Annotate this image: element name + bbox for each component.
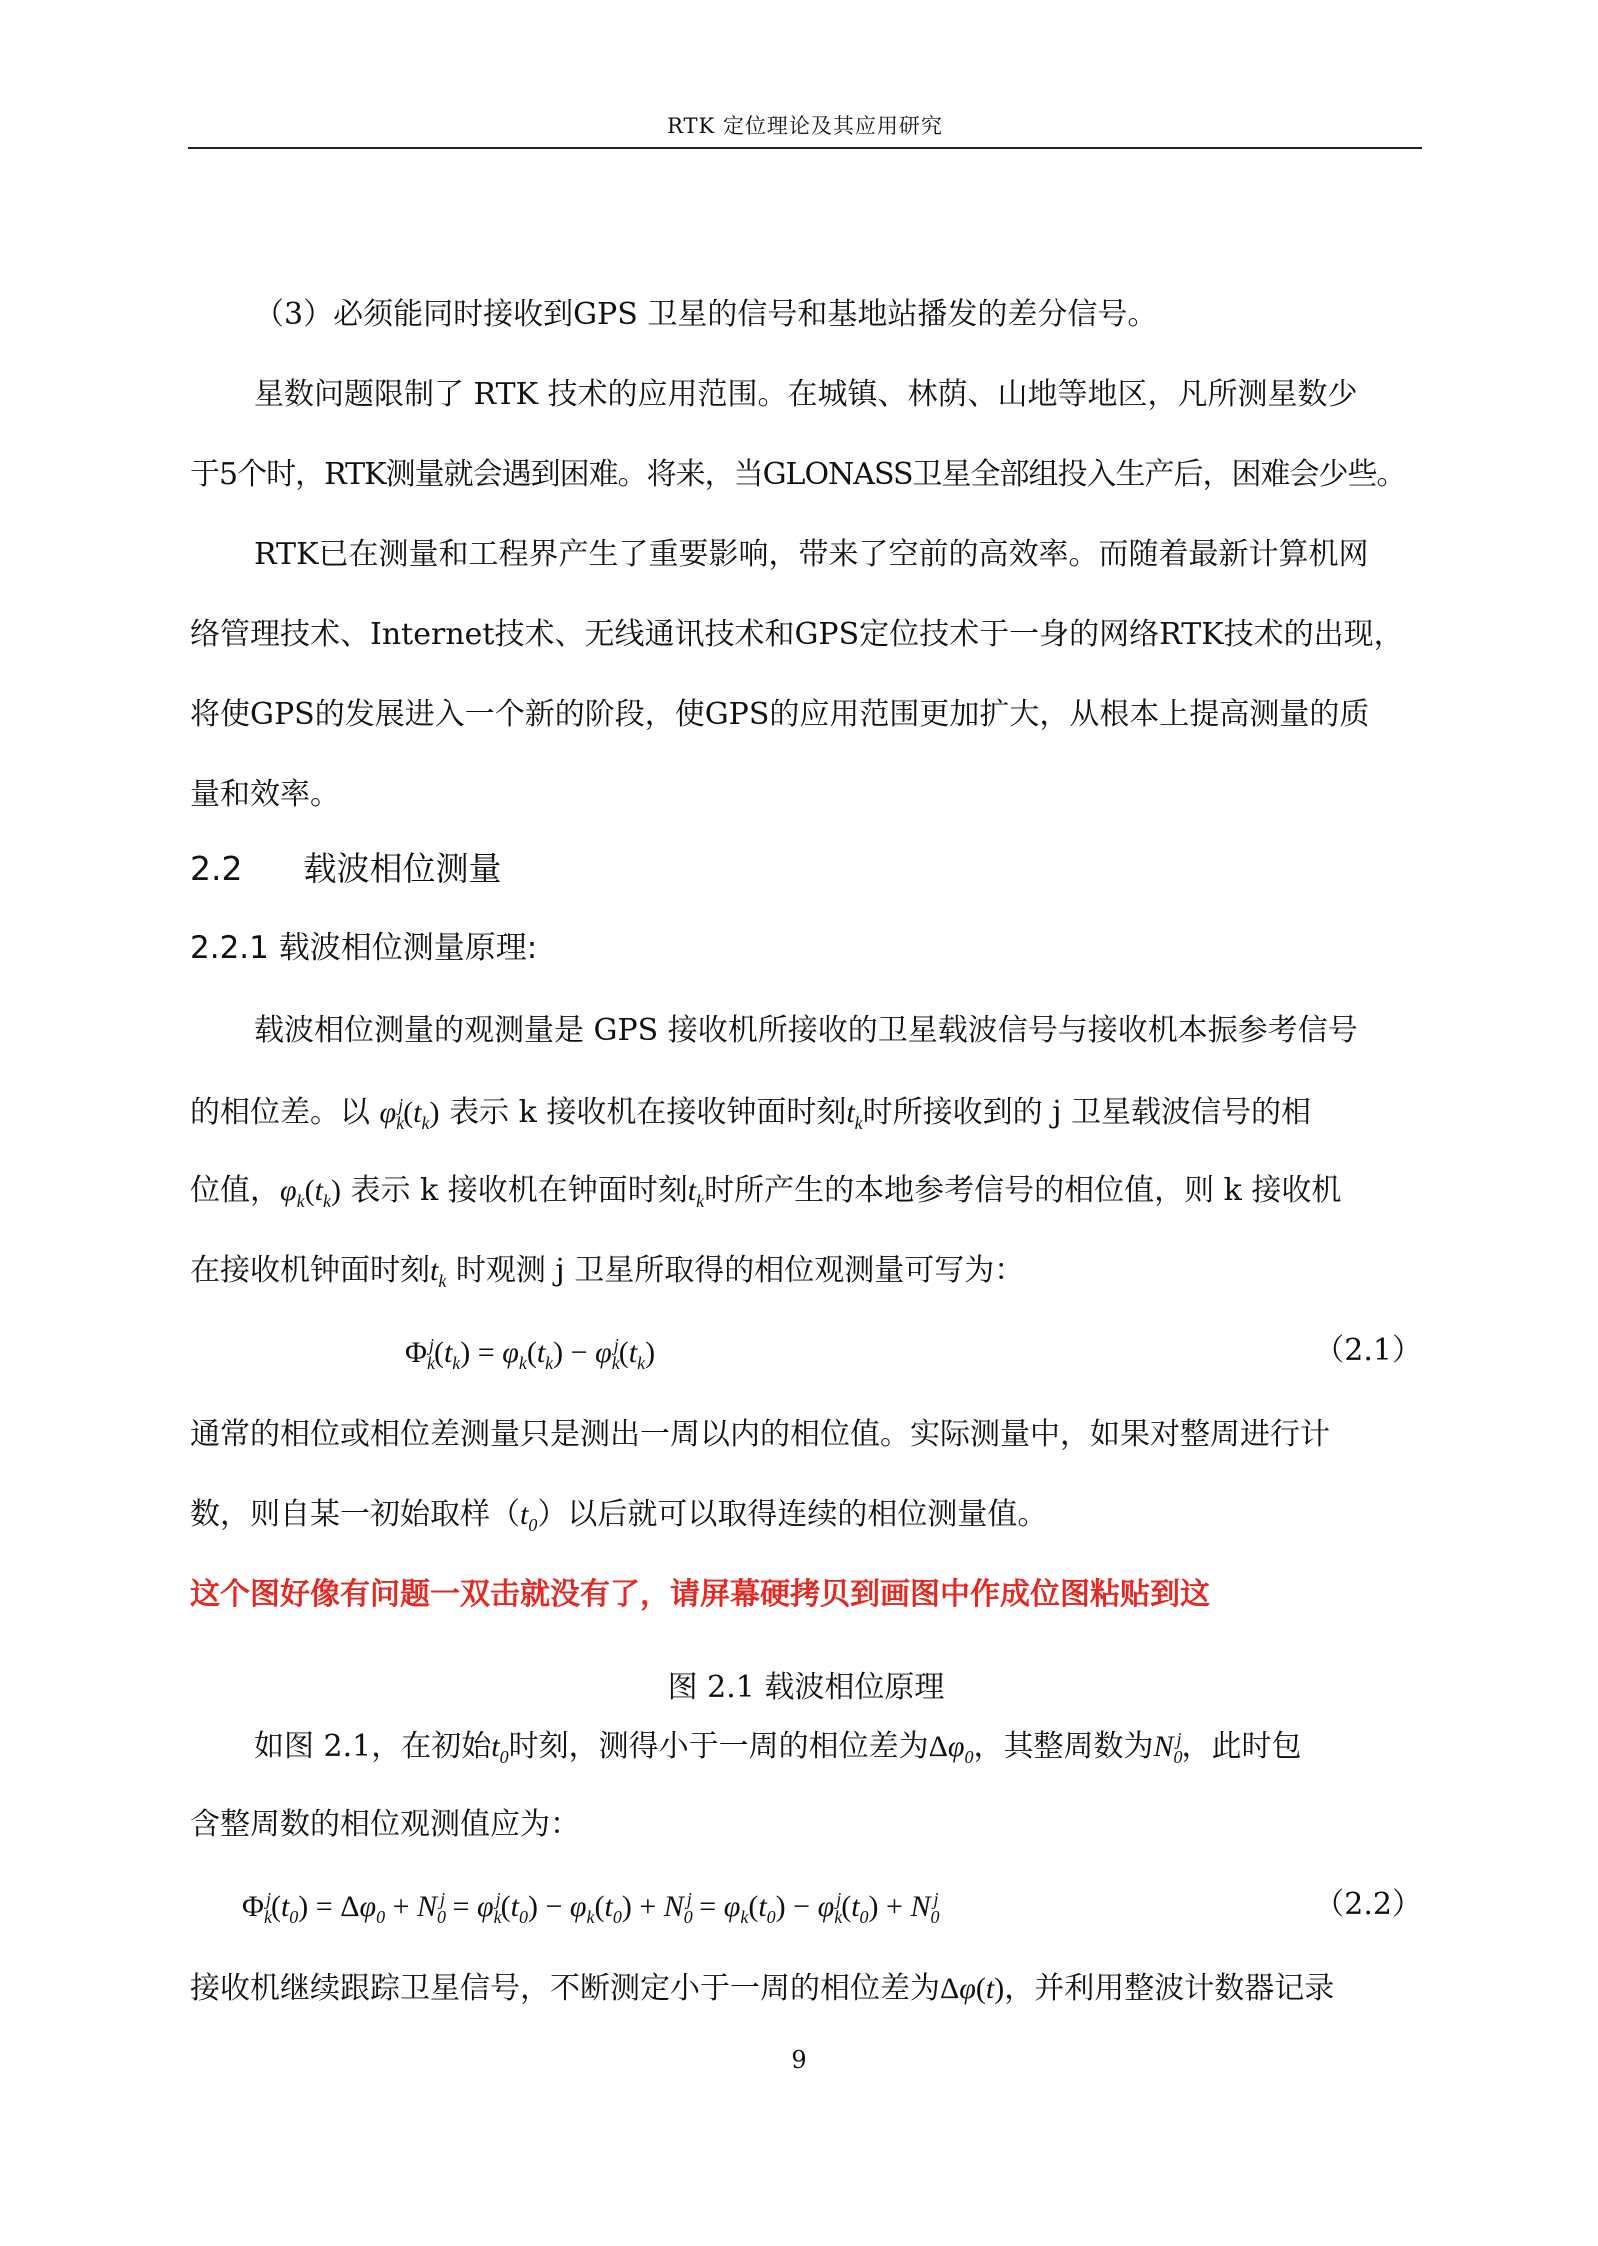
section-number: 2.2 <box>190 849 243 888</box>
math-tk: $t_k$ <box>846 1096 863 1133</box>
paragraph-line <box>190 1095 1422 1133</box>
red-editor-note: 这个图好像有问题一双击就没有了，请屏幕硬拷贝到画图中作成位图粘贴到这 <box>190 1577 1210 1612</box>
text-run: 位值， <box>190 1173 280 1208</box>
paragraph-line: 将使GPS的发展进入一个新的阶段，使GPS的应用范围更加扩大，从根本上提高测量的质 <box>190 697 1370 732</box>
equation-number: （2.1） <box>1314 1333 1422 1368</box>
paragraph-line <box>190 1253 1422 1291</box>
text-run: ）以后就可以取得连续的相位测量值。 <box>537 1497 1048 1532</box>
text-run: ，并利用整波计数器记录 <box>1004 1971 1335 2006</box>
text-run: 的相位差。以 <box>190 1095 370 1130</box>
paragraph-line <box>190 1729 1422 1767</box>
equation-number: （2.2） <box>1314 1887 1422 1922</box>
equation-2-1 <box>190 1333 1422 1373</box>
math-tk: $t_k$ <box>687 1174 705 1211</box>
paragraph-line: 量和效率。 <box>190 777 340 812</box>
math-delta-phi0: $\Delta\varphi_0$ <box>928 1730 974 1767</box>
text-run: 如图 2.1，在初始 <box>254 1729 492 1764</box>
paragraph-line <box>190 1497 1422 1535</box>
text-run: ，此时包 <box>1181 1729 1302 1764</box>
text-run: 时所接收到的 j 卫星载波信号的相 <box>862 1095 1312 1130</box>
equation-2-2 <box>190 1887 1422 1927</box>
paragraph-line: 载波相位测量的观测量是 GPS 接收机所接收的卫星载波信号与接收机本振参考信号 <box>254 1013 1358 1048</box>
paragraph-line: （3）必须能同时接收到GPS 卫星的信号和基地站播发的差分信号。 <box>254 297 1158 332</box>
math-phi-k-tk: $\varphi_k(t_k)$ <box>280 1174 341 1211</box>
body-text-continued <box>190 1730 1422 2054</box>
header-rule <box>188 147 1422 149</box>
text-run: 时所产生的本地参考信号的相位值，则 k 接收机 <box>704 1173 1342 1208</box>
equation-body: $\Phi_k^j(t_0) = \Delta\varphi_0 + N_0^j = \varphi_k^j(t_0) - \varphi_k(t_0) + N_0^j = \varphi_k(t_0) - \varphi_k^j(t_0) + N_0^j$ <box>242 1889 940 1927</box>
math-t0: $t_0$ <box>520 1498 538 1535</box>
math-tk: $t_k$ <box>430 1254 447 1291</box>
math-t0: $t_0$ <box>491 1730 509 1767</box>
paragraph-line: 于5个时，RTK测量就会遇到困难。将来，当GLONASS卫星全部组投入生产后，困难会少些。 <box>190 457 1406 492</box>
text-run: 在接收机钟面时刻 <box>190 1253 430 1288</box>
figure-caption: 图 2.1 载波相位原理 <box>667 1670 945 1705</box>
paragraph-line: 含整周数的相位观测值应为： <box>190 1807 580 1842</box>
section-title: 载波相位测量 <box>303 849 502 888</box>
paragraph-line: RTK已在测量和工程界产生了重要影响，带来了空前的高效率。而随着最新计算机网 <box>254 537 1369 572</box>
text-run: 表示 k 接收机在钟面时刻 <box>350 1173 688 1208</box>
page-number: 9 <box>791 2046 807 2074</box>
text-run: 时观测 j 卫星所取得的相位观测量可写为： <box>455 1253 1025 1288</box>
paragraph-line: 络管理技术、Internet技术、无线通讯技术和GPS定位技术于一身的网络RTK技术的出现， <box>190 617 1404 652</box>
paragraph-line: 星数问题限制了 RTK 技术的应用范围。在城镇、林荫、山地等地区，凡所测星数少 <box>254 377 1358 412</box>
text-run: ，其整周数为 <box>973 1729 1154 1764</box>
paragraph-line: 通常的相位或相位差测量只是测出一周以内的相位值。实际测量中，如果对整周进行计 <box>190 1417 1330 1452</box>
math-phi-kj-tk: $\varphi_k^j(t_k)$ <box>379 1095 440 1133</box>
text-run: 时刻，测得小于一周的相位差为 <box>508 1729 929 1764</box>
math-N0j: $N_0^j$ <box>1153 1729 1183 1767</box>
text-run: 数，则自某一初始取样（ <box>190 1497 520 1532</box>
section-heading <box>190 849 1422 888</box>
running-header: RTK 定位理论及其应用研究 <box>667 114 943 138</box>
text-run: 表示 k 接收机在接收钟面时刻 <box>449 1095 847 1130</box>
paragraph-line <box>190 1971 1422 2006</box>
subsection-heading: 2.2.1 载波相位测量原理: <box>190 930 538 966</box>
math-delta-phi-t: Δφ(t) <box>940 1972 1005 2005</box>
equation-body: $\Phi_k^j(t_k) = \varphi_k(t_k) - \varphi_k^j(t_k)$ <box>405 1335 656 1373</box>
text-run: 接收机继续跟踪卫星信号，不断测定小于一周的相位差为 <box>190 1971 940 2006</box>
paragraph-line <box>190 1173 1422 1211</box>
body-text <box>190 297 1422 1612</box>
